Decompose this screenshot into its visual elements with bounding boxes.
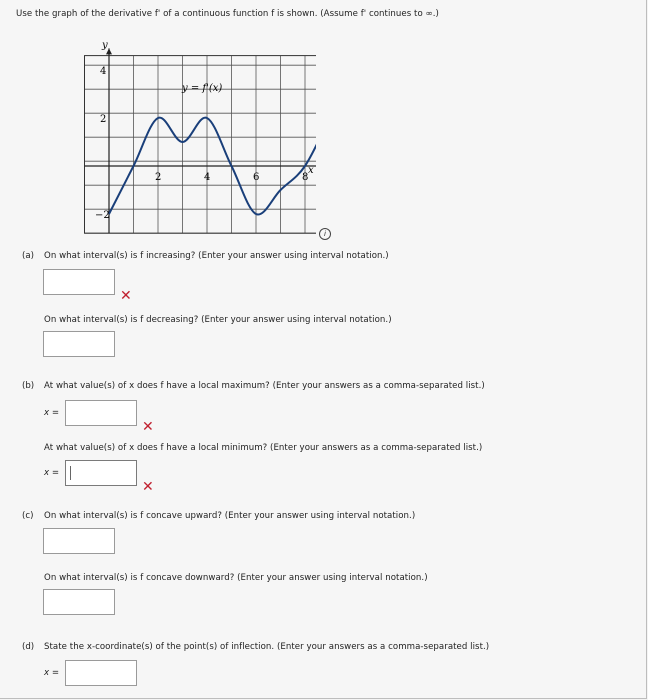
answer-c-concave-up-input[interactable] bbox=[43, 528, 115, 554]
prompt-text: Use the graph of the derivative f' of a continuous function f is shown. (Assume f' continues to ∞.) bbox=[16, 9, 439, 19]
x-equals-label: x = bbox=[44, 668, 60, 678]
question-a1: On what interval(s) is f increasing? (Enter your answer using interval notation.) bbox=[44, 251, 389, 261]
x-equals-label: x = bbox=[44, 408, 60, 418]
part-a-label: (a) bbox=[22, 251, 34, 261]
x-tick-label: 8 bbox=[302, 172, 309, 183]
info-icon[interactable]: i bbox=[319, 228, 331, 240]
question-b1: At what value(s) of x does f have a local maximum? (Enter your answers as a comma-separated list.) bbox=[44, 381, 485, 391]
answer-b-local-max-input[interactable] bbox=[65, 400, 137, 426]
question-d1: State the x-coordinate(s) of the point(s) of inflection. (Enter your answers as a comma-separated list.) bbox=[44, 642, 490, 652]
curve-label: y = f'(x) bbox=[182, 83, 223, 94]
part-d-label: (d) bbox=[22, 642, 35, 652]
incorrect-mark: ✕ bbox=[142, 419, 154, 435]
part-b-label: (b) bbox=[22, 381, 35, 391]
x-tick-label: 6 bbox=[253, 172, 260, 183]
x-tick-label: 2 bbox=[155, 172, 162, 183]
question-a2: On what interval(s) is f decreasing? (Enter your answer using interval notation.) bbox=[44, 315, 392, 325]
answer-a-decreasing-input[interactable] bbox=[43, 331, 115, 357]
x-equals-label: x = bbox=[44, 468, 60, 478]
incorrect-mark: ✕ bbox=[120, 288, 132, 304]
axes bbox=[85, 48, 317, 233]
x-tick-label: 4 bbox=[204, 172, 211, 183]
y-axis-label: y bbox=[102, 40, 108, 51]
derivative-graph bbox=[76, 34, 316, 234]
question-b2: At what value(s) of x does f have a local minimum? (Enter your answers as a comma-separated list.) bbox=[44, 443, 483, 453]
question-c1: On what interval(s) is f concave upward? (Enter your answer using interval notation.) bbox=[44, 511, 416, 521]
answer-c-concave-down-input[interactable] bbox=[43, 589, 115, 615]
x-axis-label: x bbox=[308, 165, 314, 176]
text-cursor bbox=[70, 466, 71, 480]
answer-b-local-min-input[interactable] bbox=[65, 460, 137, 486]
incorrect-mark: ✕ bbox=[142, 479, 154, 495]
answer-a-increasing-input[interactable] bbox=[43, 269, 115, 295]
y-tick-label: 4 bbox=[100, 66, 107, 77]
y-tick-label: 2 bbox=[100, 114, 107, 125]
answer-d-inflection-input[interactable] bbox=[65, 660, 137, 686]
part-c-label: (c) bbox=[22, 511, 34, 521]
y-tick-label: −2 bbox=[95, 210, 110, 221]
question-c2: On what interval(s) is f concave downward? (Enter your answer using interval notation.) bbox=[44, 573, 428, 583]
